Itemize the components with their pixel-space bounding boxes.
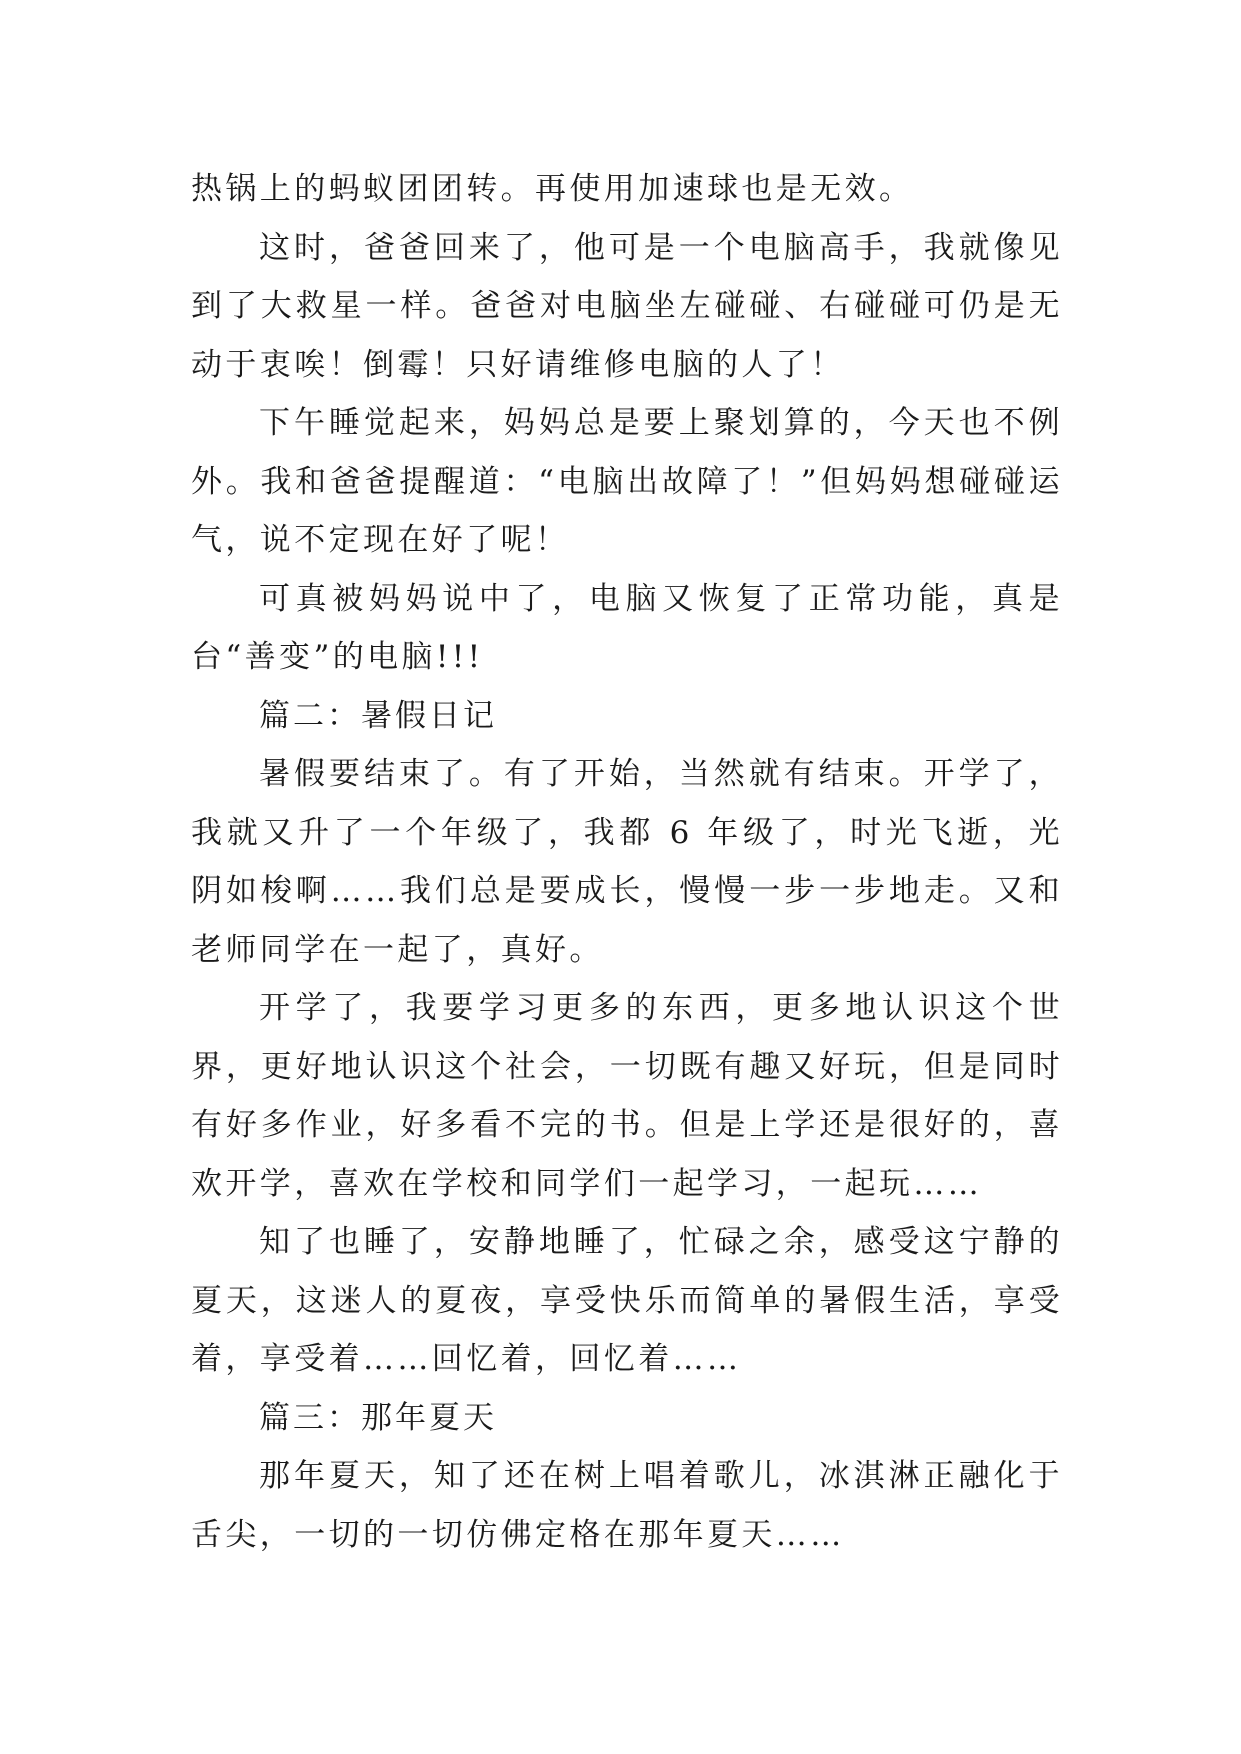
paragraph: 下午睡觉起来，妈妈总是要上聚划算的，今天也不例外。我和爸爸提醒道：“电脑出故障了！”但妈妈想碰碰运气，说不定现在好了呢！ — [191, 405, 1063, 558]
paragraph: 可真被妈妈说中了，电脑又恢复了正常功能，真是台“善变”的电脑!!! — [191, 580, 1063, 675]
section-heading: 篇二：暑假日记 — [259, 697, 497, 734]
paragraph: 暑假要结束了。有了开始，当然就有结束。开学了，我就又升了一个年级了，我都 6 年级了，时光飞逝，光阴如梭啊……我们总是要成长，慢慢一步一步地走。又和老师同学在一起了，真好。 — [191, 756, 1063, 968]
section-heading: 篇三：那年夏天 — [259, 1399, 497, 1436]
paragraph: 知了也睡了，安静地睡了，忙碌之余，感受这宁静的夏天，这迷人的夏夜，享受快乐而简单的暑假生活，享受着，享受着……回忆着，回忆着…… — [191, 1224, 1063, 1377]
paragraph: 那年夏天，知了还在树上唱着歌儿，冰淇淋正融化于舌尖，一切的一切仿佛定格在那年夏天…… — [191, 1458, 1063, 1553]
paragraph: 开学了，我要学习更多的东西，更多地认识这个世界，更好地认识这个社会，一切既有趣又好玩，但是同时有好多作业，好多看不完的书。但是上学还是很好的，喜欢开学，喜欢在学校和同学们一起学习，一起玩…… — [191, 990, 1063, 1202]
paragraph-continuation: 热锅上的蚂蚁团团转。再使用加速球也是无效。 — [191, 171, 914, 207]
document-body — [191, 160, 1063, 1564]
paragraph: 这时，爸爸回来了，他可是一个电脑高手，我就像见到了大救星一样。爸爸对电脑坐左碰碰、右碰碰可仍是无动于衷唉！倒霉！只好请维修电脑的人了！ — [191, 229, 1063, 383]
